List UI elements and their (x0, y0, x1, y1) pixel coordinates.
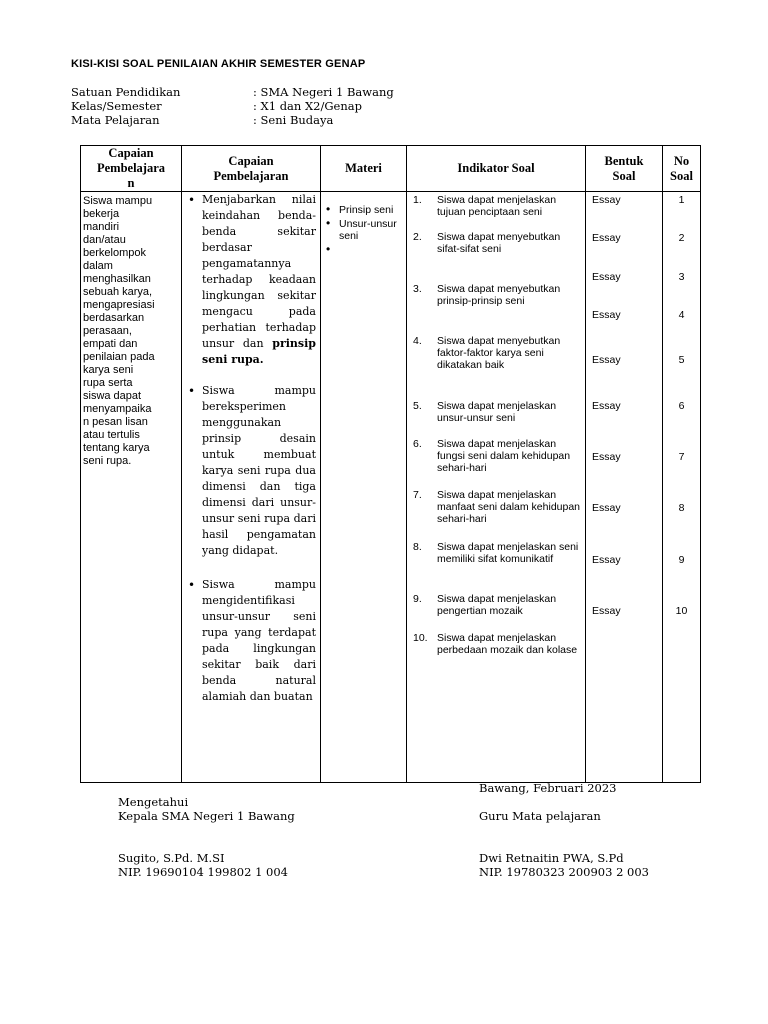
bentuk-item: Essay (592, 194, 621, 206)
header-no-soal: No Soal (663, 146, 701, 192)
meta-value: : Seni Budaya (253, 113, 334, 127)
signature-place-date: Bawang, Februari 2023 (479, 781, 617, 795)
indikator-item: 8. Siswa dapat menjelaskan seni memiliki sifat komunikatif (413, 541, 579, 565)
bentuk-item: Essay (592, 271, 621, 283)
indikator-item: 5. Siswa dapat menjelaskan unsur-unsur seni (413, 400, 557, 424)
meta-value: : SMA Negeri 1 Bawang (253, 85, 394, 99)
indikator-item: 10. Siswa dapat menjelaskan perbedaan mozaik dan kolase (413, 632, 578, 656)
meta-value: : X1 dan X2/Genap (253, 99, 362, 113)
no-soal-item: 8 (678, 502, 685, 514)
no-soal-item: 9 (678, 554, 685, 566)
meta-label: Kelas/Semester (71, 99, 162, 113)
indikator-item: 3. Siswa dapat menyebutkan prinsip-prinsip seni (413, 283, 561, 307)
bentuk-item: Essay (592, 400, 621, 412)
kisi-kisi-table (80, 145, 701, 783)
indikator-item: 4. Siswa dapat menyebutkan faktor-faktor karya seni dikatakan baik (413, 335, 561, 371)
capaian-item: • Siswa mampu mengidentifikasi unsur-unsur seni rupa yang terdapat pada lingkungan sekitar baik dari benda natural alamiah dan buatan (188, 577, 316, 705)
no-soal-item: 4 (678, 309, 685, 321)
signature-right-nip: NIP. 19780323 200903 2 003 (479, 865, 649, 879)
no-soal-item: 7 (678, 451, 685, 463)
no-soal-item: 2 (678, 232, 685, 244)
no-soal-item: 3 (678, 271, 685, 283)
header-indikator: Indikator Soal (407, 146, 586, 192)
document-title: KISI-KISI SOAL PENILAIAN AKHIR SEMESTER GENAP (71, 58, 366, 70)
bentuk-item: Essay (592, 232, 621, 244)
signature-left-nip: NIP. 19690104 199802 1 004 (118, 865, 288, 879)
no-soal-item: 10 (675, 605, 688, 617)
no-soal-item: 1 (678, 194, 685, 206)
no-soal-item: 5 (678, 354, 685, 366)
table-header-row (81, 146, 701, 192)
capaian-a-cell: Siswa mampu bekerja mandiri dan/atau berkelompok dalam menghasilkan sebuah karya, mengapresiasi berdasarkan perasaan, empati dan penilaian pada karya seni rupa serta siswa dapat menyampaika n pesan lisan atau tertulis tentang karya seni rupa. (81, 192, 182, 783)
header-capaian-a: Capaian Pembelajara n (81, 146, 182, 192)
no-soal-item: 6 (678, 400, 685, 412)
meta-label: Mata Pelajaran (71, 113, 160, 127)
materi-cell (321, 192, 407, 783)
signature-left-role: Kepala SMA Negeri 1 Bawang (118, 809, 295, 823)
indikator-item: 2. Siswa dapat menyebutkan sifat-sifat seni (413, 231, 561, 255)
bentuk-item: Essay (592, 554, 621, 566)
materi-item: • Prinsip seni (325, 204, 404, 216)
bentuk-soal-cell (586, 192, 663, 783)
header-materi: Materi (321, 146, 407, 192)
capaian-item: • Siswa mampu bereksperimen menggunakan prinsip desain untuk membuat karya seni rupa dua dimensi dan tiga dimensi dari unsur-unsur seni rupa dari hasil pengamatan yang didapat. (188, 383, 316, 559)
capaian-item: • Menjabarkan nilai keindahan benda-benda sekitar berdasar pengamatannya terhadap keadaan lingkungan sekitar mengacu pada perhatian terhadap unsur dan prinsip seni rupa. (188, 192, 316, 368)
signature-right-name: Dwi Retnaitin PWA, S.Pd (479, 851, 624, 865)
signature-right-role: Guru Mata pelajaran (479, 809, 601, 823)
capaian-b-cell (182, 192, 321, 783)
bentuk-item: Essay (592, 354, 621, 366)
table-row (81, 192, 701, 783)
indikator-item: 1. Siswa dapat menjelaskan tujuan penciptaan seni (413, 194, 557, 218)
bentuk-item: Essay (592, 451, 621, 463)
meta-label: Satuan Pendidikan (71, 85, 181, 99)
no-soal-cell (663, 192, 701, 783)
indikator-item: 7. Siswa dapat menjelaskan manfaat seni dalam kehidupan sehari-hari (413, 489, 581, 525)
materi-item: • Unsur-unsur seni (325, 218, 404, 242)
header-bentuk: Bentuk Soal (586, 146, 663, 192)
indikator-item: 6. Siswa dapat menjelaskan fungsi seni dalam kehidupan sehari-hari (413, 438, 571, 474)
bentuk-item: Essay (592, 309, 621, 321)
indikator-item: 9. Siswa dapat menjelaskan pengertian mozaik (413, 593, 557, 617)
header-capaian-b: Capaian Pembelajaran (182, 146, 321, 192)
indikator-cell (407, 192, 586, 783)
signature-left-name: Sugito, S.Pd. M.SI (118, 851, 225, 865)
bentuk-item: Essay (592, 502, 621, 514)
signature-left-title: Mengetahui (118, 795, 189, 809)
bentuk-item: Essay (592, 605, 621, 617)
